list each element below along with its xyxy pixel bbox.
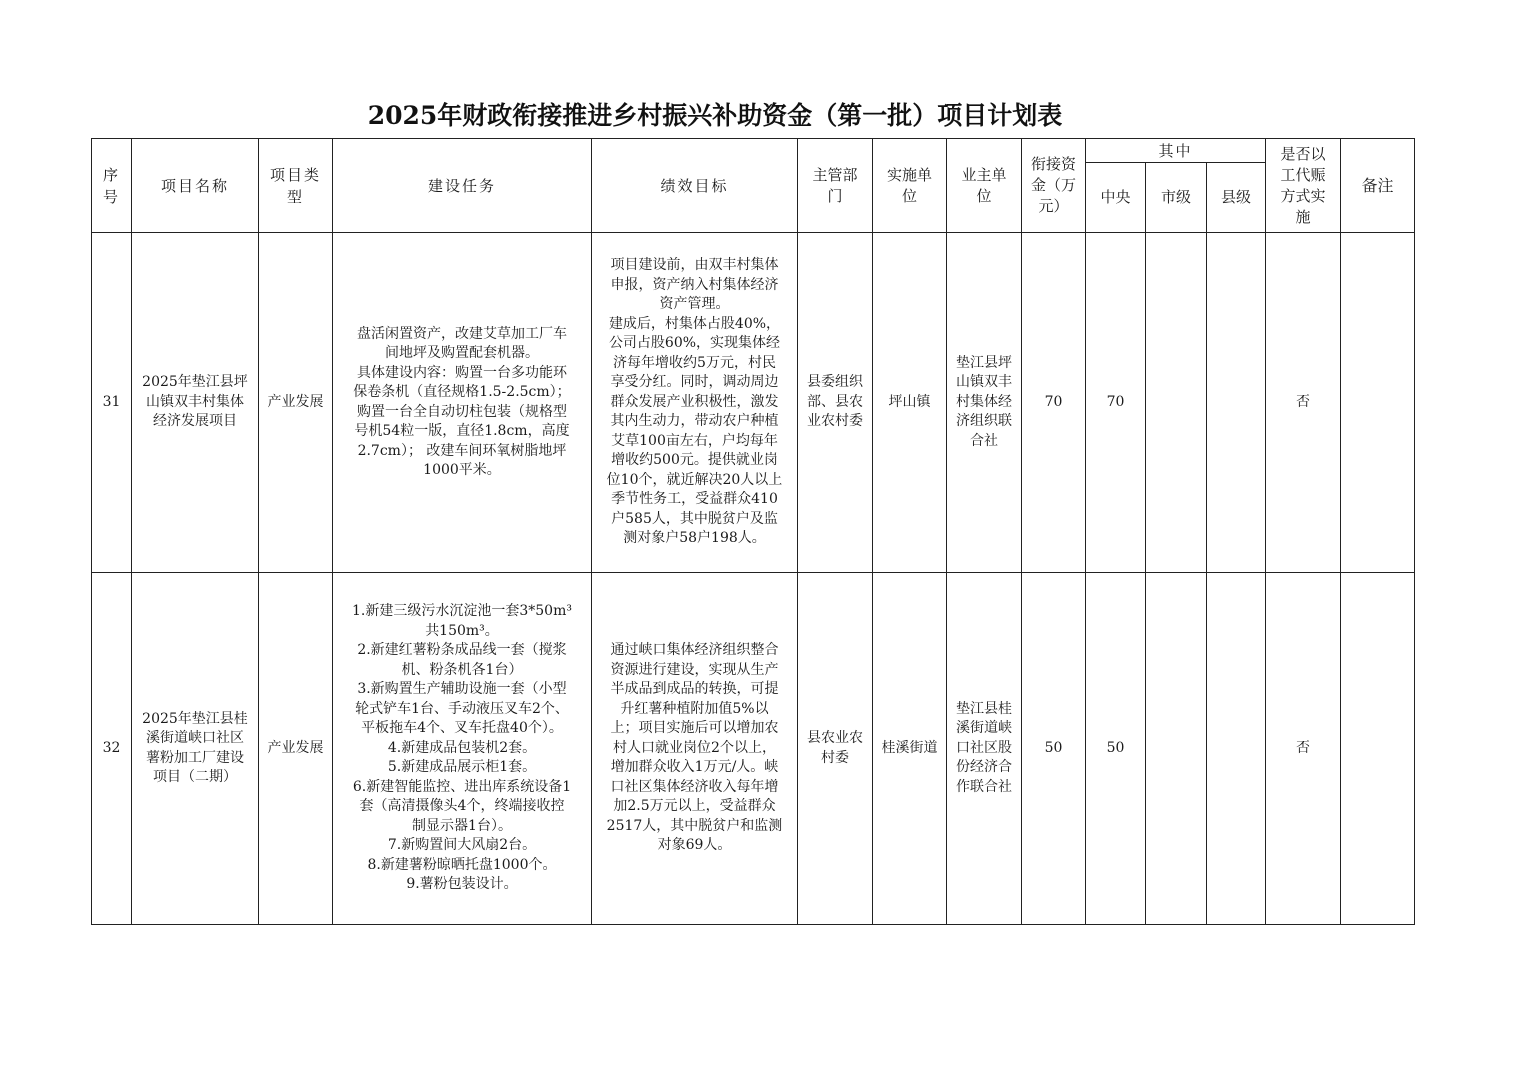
cell-line: 溪街道峡 xyxy=(956,720,1012,737)
cell-line: 薯粉加工厂建设 xyxy=(146,749,244,766)
header-line: 施 xyxy=(1295,207,1311,226)
cell-line: 2517人，其中脱贫户和监测 xyxy=(606,817,783,834)
cell-line: 县委组织 xyxy=(807,374,863,391)
header-line: 门 xyxy=(827,186,843,205)
header-line: 主管部 xyxy=(812,165,858,184)
cell-line: 套（高清摄像头4个，终端接收控 xyxy=(359,798,565,815)
cell-owner-unit xyxy=(947,573,1022,925)
cell-line: 群众发展产业积极性，激发 xyxy=(610,393,779,410)
cell-connection-fund: 50 xyxy=(1022,573,1086,925)
cell-line: 季节性务工，受益群众410 xyxy=(611,491,778,508)
cell-implementing-unit: 桂溪街道 xyxy=(873,573,947,925)
cell-line: 村集体经 xyxy=(956,393,1012,410)
cell-work-relief: 否 xyxy=(1266,233,1341,573)
cell-line: 7.新购置间大风扇2台。 xyxy=(387,837,537,854)
header-line: 号 xyxy=(102,187,120,206)
cell-line: 测对象户58户198人。 xyxy=(623,530,766,547)
cell-implementing-unit: 坪山镇 xyxy=(873,233,947,573)
cell-line: 县农业农 xyxy=(807,730,863,746)
cell-line: 项目（二期） xyxy=(153,769,237,785)
cell-lines xyxy=(333,325,591,481)
cell-line: 增加群众收入1万元/人。峡 xyxy=(610,759,779,776)
header-line: 金（万 xyxy=(1030,176,1076,194)
cell-line: 保卷条机（直径规格1.5-2.5cm）； xyxy=(353,384,571,400)
header-workrelief-lines xyxy=(1266,144,1340,228)
cell-line: 经济发展项目 xyxy=(153,413,237,430)
cell-line: 垫江县桂 xyxy=(956,700,1012,717)
cell-line: 升红薯种植附加值5%以 xyxy=(620,700,769,717)
cell-lines xyxy=(132,373,258,432)
cell-line: 户585人，其中脱贫户及监 xyxy=(611,510,778,527)
cell-line: 8.新建薯粉晾晒托盘1000个。 xyxy=(367,856,557,873)
cell-line: 公司占股60%，实现集体经 xyxy=(608,335,781,352)
cell-line: 1000平米。 xyxy=(423,462,501,478)
header-line: 元） xyxy=(1038,197,1069,215)
header-fund-lines xyxy=(1022,154,1085,217)
cell-lines xyxy=(132,710,258,788)
cell-line: 3.新购置生产辅助设施一套（小型 xyxy=(357,681,567,698)
cell-line: 建成后，村集体占股40%， xyxy=(608,315,781,332)
cell-line: 艾草100亩左右，户均每年 xyxy=(611,432,778,449)
cell-line: 6.新建智能监控、进出库系统设备1 xyxy=(352,778,572,795)
table-row xyxy=(92,573,1415,925)
header-type-lines xyxy=(259,164,332,208)
header-line: 项目类 xyxy=(269,165,321,184)
cell-seq: 31 xyxy=(92,233,132,573)
cell-lines xyxy=(798,373,872,432)
cell-line: 购置一台全自动切柱包装（规格型 xyxy=(357,403,567,420)
header-owner-unit xyxy=(947,139,1022,233)
cell-line: 机、粉条机各1台） xyxy=(401,661,523,678)
header-line: 工代赈 xyxy=(1280,165,1326,184)
cell-lines xyxy=(947,354,1021,452)
cell-line: 5.新建成品展示柜1套。 xyxy=(387,759,537,776)
cell-line: 村人口就业岗位2个以上， xyxy=(613,739,776,756)
cell-project-name xyxy=(132,233,259,573)
cell-line: 上；项目实施后可以增加农 xyxy=(610,720,779,737)
cell-construction-task xyxy=(333,233,592,573)
cell-line: 村委 xyxy=(821,749,849,766)
header-line: 实施单 xyxy=(886,165,932,184)
cell-lines xyxy=(333,602,591,895)
cell-work-relief: 否 xyxy=(1266,573,1341,925)
cell-line: 1.新建三级污水沉淀池一套3*50m³ xyxy=(352,603,572,620)
cell-line: 山镇双丰村集体 xyxy=(146,393,244,410)
cell-line: 合社 xyxy=(970,432,998,449)
header-line: 位 xyxy=(901,186,917,205)
cell-line: 垫江县坪 xyxy=(956,354,1012,371)
header-line: 衔接资 xyxy=(1030,155,1076,173)
header-performance-goal: 绩效目标 xyxy=(592,139,798,233)
cell-city xyxy=(1146,233,1207,573)
cell-line: 2025年垫江县坪 xyxy=(142,374,248,391)
cell-line: 位10个，就近解决20人以上 xyxy=(606,471,783,488)
cell-project-type: 产业发展 xyxy=(259,573,333,925)
cell-line: 通过峡口集体经济组织整合 xyxy=(610,642,779,659)
cell-remark xyxy=(1341,573,1415,925)
cell-lines xyxy=(592,641,797,856)
cell-remark xyxy=(1341,233,1415,573)
cell-county xyxy=(1207,573,1266,925)
cell-line: 口社区股 xyxy=(956,739,1012,756)
cell-line: 作联合社 xyxy=(956,778,1012,795)
cell-city xyxy=(1146,573,1207,925)
cell-line: 申报，资产纳入村集体经济 xyxy=(610,276,779,293)
cell-central: 70 xyxy=(1086,233,1146,573)
cell-line: 对象69人。 xyxy=(657,837,732,854)
cell-project-type: 产业发展 xyxy=(259,233,333,573)
header-dept-lines xyxy=(798,165,872,207)
cell-line: 具体建设内容：购置一台多功能环 xyxy=(357,364,567,381)
cell-county xyxy=(1207,233,1266,573)
cell-line: 济每年增收约5万元，村民 xyxy=(613,354,776,371)
cell-line: 9.薯粉包装设计。 xyxy=(406,876,518,893)
cell-line: 半成品到成品的转换，可提 xyxy=(610,681,779,698)
cell-line: 济组织联 xyxy=(956,413,1012,430)
cell-competent-dept xyxy=(798,233,873,573)
header-connection-fund xyxy=(1022,139,1086,233)
cell-line: 溪街道峡口社区 xyxy=(146,730,244,746)
cell-construction-task xyxy=(333,573,592,925)
cell-line: 2.新建红薯粉条成品线一套（搅浆 xyxy=(357,642,567,659)
header-implementing-unit xyxy=(873,139,947,233)
cell-line: 平板拖车4个、叉车托盘40个）。 xyxy=(361,720,563,737)
header-remark: 备注 xyxy=(1341,139,1415,233)
header-of-which: 其中 xyxy=(1086,139,1266,163)
cell-line: 享受分红。同时，调动周边 xyxy=(610,374,779,391)
header-central: 中央 xyxy=(1086,163,1146,233)
cell-line: 间地坪及购置配套机器。 xyxy=(385,345,539,361)
page-title: 2025年财政衔接推进乡村振兴补助资金（第一批）项目计划表 xyxy=(367,101,1063,130)
cell-connection-fund: 70 xyxy=(1022,233,1086,573)
cell-line: 其内生动力，带动农户种植 xyxy=(610,413,779,430)
header-competent-dept xyxy=(798,139,873,233)
table-row xyxy=(92,233,1415,573)
header-impl-lines xyxy=(873,165,946,207)
header-line: 型 xyxy=(286,187,304,206)
cell-line: 制显示器1台）。 xyxy=(412,817,512,834)
cell-line: 部、县农 xyxy=(807,393,863,410)
header-line: 序 xyxy=(102,165,120,184)
header-city: 市级 xyxy=(1146,163,1207,233)
header-seq xyxy=(92,139,132,233)
header-project-type xyxy=(259,139,333,233)
cell-line: 增收约500元。提供就业岗 xyxy=(611,452,778,469)
header-construction-task: 建设任务 xyxy=(333,139,592,233)
header-seq-lines xyxy=(92,164,131,208)
cell-line: 盘活闲置资产，改建艾草加工厂车 xyxy=(357,325,567,342)
cell-line: 资源进行建设，实现从生产 xyxy=(610,661,779,678)
cell-central: 50 xyxy=(1086,573,1146,925)
cell-line: 项目建设前，由双丰村集体 xyxy=(610,257,779,274)
header-work-relief xyxy=(1266,139,1341,233)
cell-line: 2025年垫江县桂 xyxy=(142,710,248,727)
header-project-name: 项目名称 xyxy=(132,139,259,233)
cell-line: 加2.5万元以上，受益群众 xyxy=(613,798,776,815)
cell-performance-goal xyxy=(592,233,798,573)
cell-seq: 32 xyxy=(92,573,132,925)
cell-line: 山镇双丰 xyxy=(956,374,1012,391)
header-line: 方式实 xyxy=(1280,186,1326,205)
cell-line: 资产管理。 xyxy=(659,296,730,313)
cell-line: 共150m³。 xyxy=(425,622,499,639)
cell-lines xyxy=(592,256,797,549)
header-line: 业主单 xyxy=(961,165,1007,184)
cell-line: 口社区集体经济收入每年增 xyxy=(610,778,779,795)
header-line: 是否以 xyxy=(1280,144,1326,163)
cell-line: 轮式铲车1台、手动液压叉车2个、 xyxy=(355,700,569,717)
cell-line: 业农村委 xyxy=(807,413,863,430)
header-row-top xyxy=(92,139,1415,163)
header-line: 位 xyxy=(976,186,992,205)
cell-lines xyxy=(798,729,872,768)
cell-lines xyxy=(947,700,1021,798)
cell-line: 2.7cm）； 改建车间环氧树脂地坪 xyxy=(357,442,567,459)
cell-competent-dept xyxy=(798,573,873,925)
cell-line: 份经济合 xyxy=(956,759,1012,776)
cell-performance-goal xyxy=(592,573,798,925)
cell-owner-unit xyxy=(947,233,1022,573)
header-owner-lines xyxy=(947,165,1021,207)
cell-line: 号机54粒一版，直径1.8cm，高度 xyxy=(354,423,570,439)
cell-project-name xyxy=(132,573,259,925)
project-plan-table xyxy=(91,138,1415,925)
header-county: 县级 xyxy=(1207,163,1266,233)
cell-line: 4.新建成品包装机2套。 xyxy=(387,739,537,756)
